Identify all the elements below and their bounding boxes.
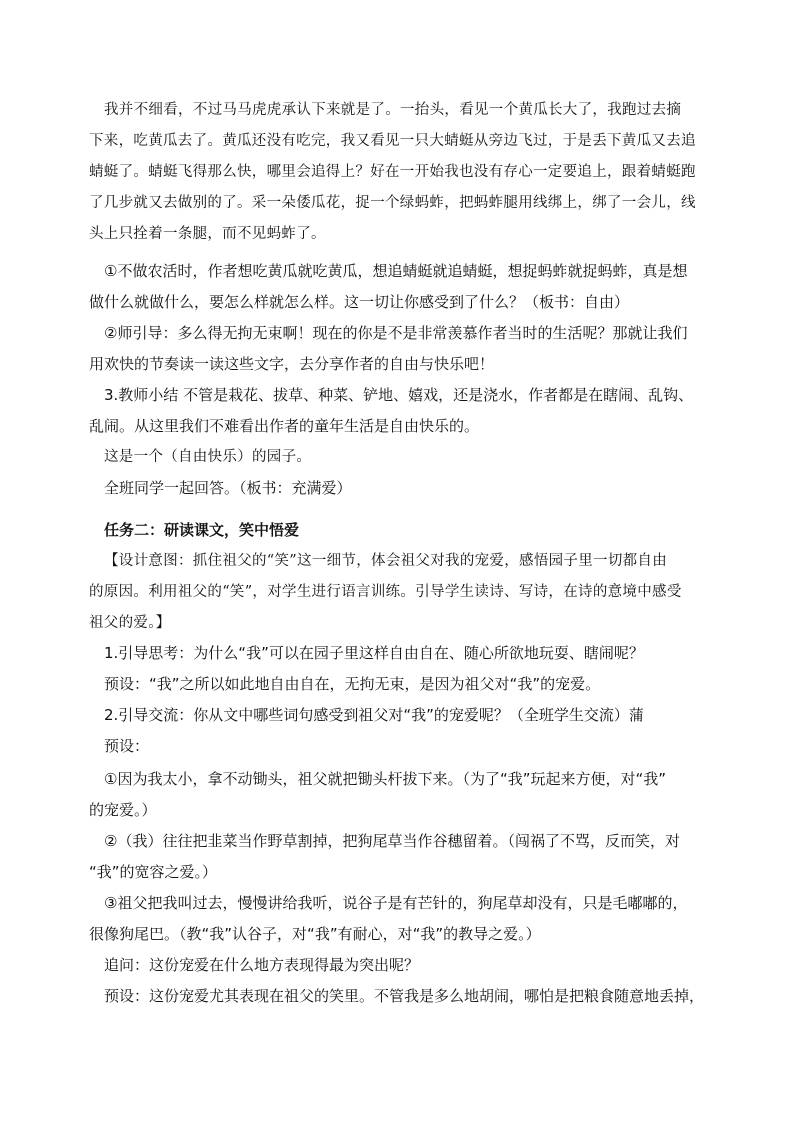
preset-2-label: 预设：	[104, 737, 150, 755]
intent-line: 祖父的爱。】	[89, 615, 171, 631]
guide-1: 1.引导思考：为什么“我”可以在园子里这样自由自在、随心所欲地玩耍、瞎闹呢？	[104, 644, 644, 662]
garden-line: 这是一个（自由快乐）的园子。	[104, 449, 312, 465]
example-1	[89, 764, 709, 826]
question-1	[89, 256, 709, 318]
class-answer: 全班同学一起回答。（板书：充满爱）	[104, 479, 352, 497]
question-line: ②师引导：多么得无拘无束啊！现在的你是不是非常羡慕作者当时的生活呢？那就让我们	[104, 324, 688, 342]
example-line: ②（我）往往把韭菜当作野草割掉，把狗尾草当作谷穗留着。（闯祸了不骂，反而笑，对	[104, 832, 680, 850]
preset-1: 预设：“我”之所以如此地自由自在，无拘无束，是因为祖父对“我”的宠爱。	[104, 675, 601, 693]
task2-heading: 任务二：研读课文，笑中悟爱	[104, 521, 300, 539]
example-line: ①因为我太小，拿不动锄头，祖父就把锄头杆拔下来。（为了“我”玩起来方便，对“我”	[104, 770, 667, 788]
preset-3: 预设：这份宠爱尤其表现在祖父的笑里。不管我是多么地胡闹，哪怕是把粮食随意地丢掉，	[104, 987, 705, 1005]
excerpt-line: 我并不细看，不过马马虎虎承认下来就是了。一抬头，看见一个黄瓜长大了，我跑过去摘	[104, 102, 682, 118]
intent-line: 的原因。利用祖父的“笑”，对学生进行语言训练。引导学生读诗、写诗，在诗的意境中感受	[89, 584, 682, 600]
intro-excerpt	[89, 95, 709, 250]
teacher-summary	[89, 380, 709, 442]
excerpt-line: 下来，吃黄瓜去了。黄瓜还没有吃完，我又看见一只大蜻蜓从旁边飞过，于是丢下黄瓜又去追	[89, 133, 696, 149]
excerpt-line: 头上只拴着一条腿，而不见蚂蚱了。	[89, 226, 326, 242]
example-line: ③祖父把我叫过去，慢慢讲给我听，说谷子是有芒针的，狗尾草却没有，只是毛嘟嘟的，	[104, 894, 688, 912]
question-line: 做什么就做什么，要怎么样就怎么样。这一切让你感受到了什么？（板书：自由）	[89, 293, 630, 311]
intent-line: 【设计意图：抓住祖父的“笑”这一细节，体会祖父对我的宠爱，感悟园子里一切都自由	[104, 553, 668, 569]
guide-2: 2.引导交流：你从文中哪些词句感受到祖父对“我”的宠爱呢？（全班学生交流）蒲	[104, 706, 644, 724]
example-line: 很像狗尾巴。（教“我”认谷子，对“我”有耐心，对“我”的教导之爱。）	[89, 925, 541, 943]
question-2	[89, 318, 709, 380]
example-2	[89, 826, 709, 888]
summary-line: 3.教师小结 不管是栽花、拔草、种菜、铲地、嬉戏，还是浇水，作者都是在瞎闹、乱钩、	[104, 386, 694, 404]
excerpt-line: 了几步就又去做别的了。采一朵倭瓜花，捉一个绿蚂蚱，把蚂蚱腿用线绑上，绑了一会儿，线	[89, 195, 696, 211]
question-line: 用欢快的节奏读一读这些文字，去分享作者的自由与快乐吧！	[89, 355, 495, 373]
summary-line: 乱闹。从这里我们不难看出作者的童年生活是自由快乐的。	[89, 417, 480, 435]
excerpt-line: 蜻蜓了。蜻蜓飞得那么快，哪里会追得上？好在一开始我也没有存心一定要追上，跟着蜻蜓跑	[89, 164, 696, 180]
example-line: 的宠爱。）	[89, 801, 157, 819]
question-line: ①不做农活时，作者想吃黄瓜就吃黄瓜，想追蜻蜓就追蜻蜓，想捉蚂蚱就捉蚂蚱，真是想	[104, 262, 688, 280]
follow-up: 追问：这份宠爱在什么地方表现得最为突出呢？	[104, 956, 420, 974]
example-3	[89, 888, 709, 950]
example-line: “我”的宽容之爱。）	[89, 863, 218, 881]
design-intent	[89, 546, 709, 639]
